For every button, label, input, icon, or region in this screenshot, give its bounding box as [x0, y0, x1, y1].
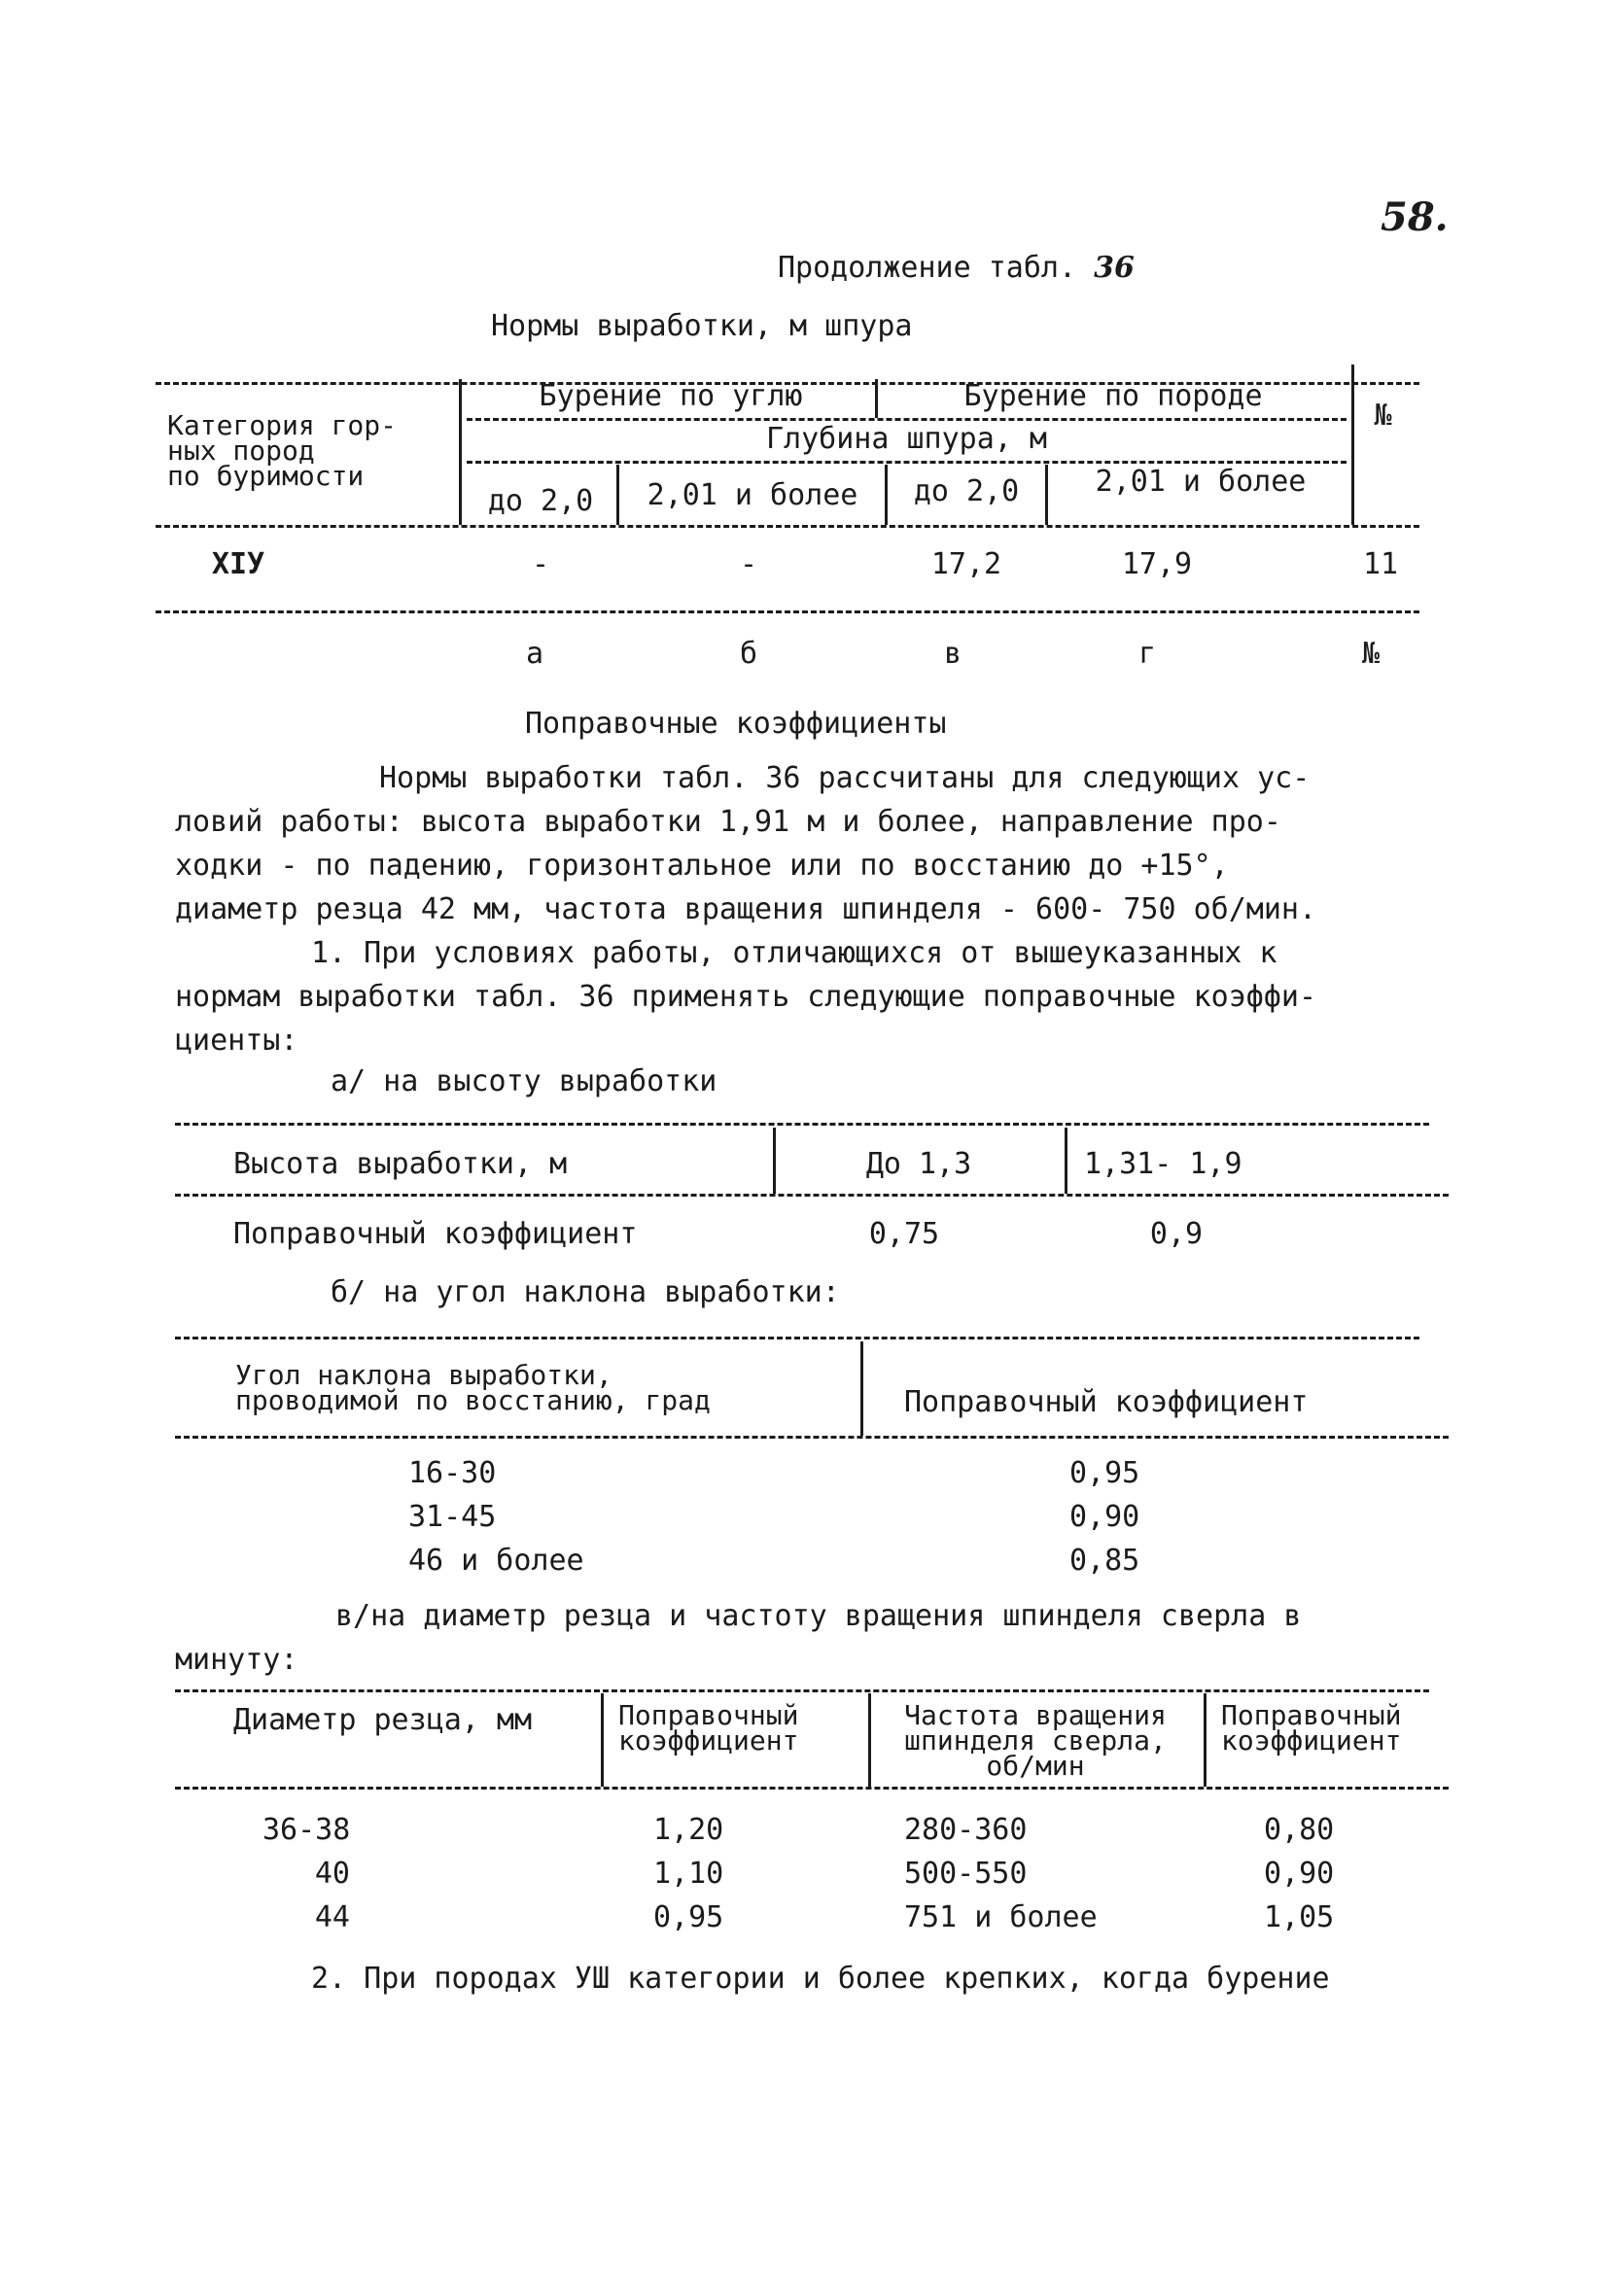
paragraph-line: ловий работы: высота выработки 1,91 м и более, направление про- — [175, 805, 1281, 839]
diameter-header: Диаметр резца, мм — [233, 1703, 533, 1737]
group-rock-header: Бурение по породе — [963, 379, 1263, 413]
page-number: 58. — [1381, 194, 1449, 240]
table-v-header-rule — [175, 1787, 1449, 1790]
table-v-vline — [1204, 1693, 1207, 1787]
sub-header-coal-to-2: до 2,0 — [487, 484, 594, 518]
cell-g: 17,9 — [1121, 547, 1193, 581]
angle-coef-value: 0,95 — [1069, 1456, 1140, 1490]
angle-value: 31-45 — [408, 1500, 497, 1534]
coef1-header-line: Поправочный — [618, 1699, 799, 1731]
paragraph-line: Нормы выработки табл. 36 рассчитаны для следующих ус- — [379, 761, 1311, 795]
coef2-value: 0,80 — [1264, 1813, 1335, 1847]
coef1-header-line: коэффициент — [618, 1724, 799, 1757]
angle-header-line: Угол наклона выработки, — [235, 1359, 612, 1391]
cell-v: 17,2 — [930, 547, 1002, 581]
continuation-table-number: 36 — [1094, 251, 1135, 285]
row-header-line: ных пород — [167, 435, 315, 467]
paragraph-line: циенты: — [175, 1024, 298, 1058]
angle-value: 46 и более — [408, 1544, 584, 1578]
coef2-value: 0,90 — [1264, 1857, 1335, 1891]
diameter-value: 44 — [314, 1900, 350, 1934]
sub-header-rock-to-2: до 2,0 — [913, 474, 1020, 508]
coef1-header — [618, 1699, 799, 1757]
depth-label: Глубина шпура, м — [766, 422, 1047, 456]
height-val1: 0,75 — [868, 1217, 940, 1251]
sub-header-coal-over-2: 2,01 и более — [647, 478, 858, 512]
table1-bottom-rule — [156, 610, 1419, 613]
table1-vline — [1045, 465, 1048, 525]
frequency-value: 500-550 — [904, 1857, 1028, 1891]
frequency-value: 280-360 — [904, 1813, 1028, 1847]
height-header: Высота выработки, м — [233, 1147, 568, 1181]
angle-header-line: проводимой по восстанию, град — [235, 1384, 711, 1416]
angle-coef-header: Поправочный коэффициент — [904, 1385, 1309, 1419]
column-letter: б — [739, 637, 758, 671]
table1-vline — [885, 465, 888, 525]
row-category: XIУ — [211, 547, 265, 581]
coef1-value: 0,95 — [653, 1900, 724, 1934]
continuation-heading — [778, 251, 1135, 286]
corrections-title: Поправочные коэффициенты — [525, 707, 947, 741]
table-b-vline — [860, 1341, 863, 1436]
table-b-top-rule — [175, 1337, 1419, 1339]
coef2-header-line: Поправочный — [1221, 1699, 1402, 1731]
frequency-header — [880, 1699, 1191, 1782]
paragraph-line: нормам выработки табл. 36 применять следующие поправочные коэффи- — [175, 980, 1316, 1014]
paragraph-line: диаметр резца 42 мм, частота вращения шпинделя - 600- 750 об/мин. — [175, 892, 1316, 926]
table-a-header-rule — [175, 1194, 1449, 1197]
table1-vline — [875, 379, 878, 418]
table1-vline — [616, 465, 619, 525]
row-header-line: по буримости — [167, 460, 365, 492]
angle-coef-value: 0,90 — [1069, 1500, 1140, 1534]
angle-coef-value: 0,85 — [1069, 1544, 1140, 1578]
table1-group-rule — [467, 418, 1347, 421]
paragraph-conditions — [175, 756, 1429, 931]
section-b-title: б/ на угол наклона выработки: — [331, 1275, 840, 1309]
paragraph-line: ходки - по падению, горизонтальное или по восстанию до +15°, — [175, 849, 1229, 883]
section-v-title-line1: в/на диаметр резца и частоту вращения шпинделя сверла в — [335, 1599, 1302, 1633]
table1-depth-rule — [467, 461, 1347, 464]
angle-header — [235, 1359, 711, 1416]
coef2-header — [1221, 1699, 1402, 1757]
height-col2: 1,31- 1,9 — [1084, 1147, 1242, 1181]
coef1-value: 1,10 — [653, 1857, 724, 1891]
coef1-value: 1,20 — [653, 1813, 724, 1847]
group-coal-header: Бурение по углю — [539, 379, 803, 413]
column-letter: а — [525, 637, 544, 671]
sub-header-rock-over-2: 2,01 и более — [1095, 465, 1307, 499]
frequency-header-line: об/мин — [986, 1750, 1085, 1782]
coef2-header-line: коэффициент — [1221, 1724, 1402, 1757]
table-v-top-rule — [175, 1689, 1429, 1692]
table-b-header-rule — [175, 1436, 1449, 1439]
diameter-value: 36-38 — [262, 1813, 351, 1847]
table-a-top-rule — [175, 1123, 1429, 1126]
column-letter: г — [1137, 637, 1157, 671]
table1-title: Нормы выработки, м шпура — [491, 309, 913, 343]
table-a-vline — [773, 1128, 776, 1194]
table1-vline — [1351, 365, 1354, 525]
height-row-label: Поправочный коэффициент — [233, 1217, 638, 1251]
height-col1: До 1,3 — [865, 1147, 972, 1181]
table-a-vline — [1065, 1128, 1067, 1194]
coef2-value: 1,05 — [1264, 1900, 1335, 1934]
table1-row-header — [167, 409, 398, 492]
table1-header-rule — [156, 525, 1419, 528]
table1-vline — [459, 379, 462, 525]
table-v-vline — [868, 1693, 871, 1787]
paragraph-apply — [175, 931, 1429, 1062]
height-val2: 0,9 — [1149, 1217, 1204, 1251]
column-letter: № — [1361, 637, 1381, 671]
frequency-header-line: шпинделя сверла, — [904, 1724, 1167, 1757]
section-v-title-line2: минуту: — [175, 1643, 298, 1677]
paragraph-rocks: 2. При породах УШ категории и более крепких, когда бурение — [311, 1962, 1330, 1996]
section-a-title: а/ на высоту выработки — [331, 1064, 717, 1098]
table-v-vline — [601, 1693, 604, 1787]
cell-no: 11 — [1362, 547, 1399, 581]
frequency-header-line: Частота вращения — [904, 1699, 1167, 1731]
continuation-text: Продолжение табл. — [778, 251, 1077, 285]
row-header-line: Категория гор- — [167, 409, 398, 441]
cell-a: - — [531, 547, 550, 581]
no-header: № — [1374, 399, 1392, 433]
cell-b: - — [739, 547, 758, 581]
diameter-value: 40 — [314, 1857, 350, 1891]
frequency-value: 751 и более — [904, 1900, 1098, 1934]
column-letter: в — [943, 637, 962, 671]
angle-value: 16-30 — [408, 1456, 497, 1490]
paragraph-line: 1. При условиях работы, отличающихся от вышеуказанных к — [311, 936, 1277, 970]
